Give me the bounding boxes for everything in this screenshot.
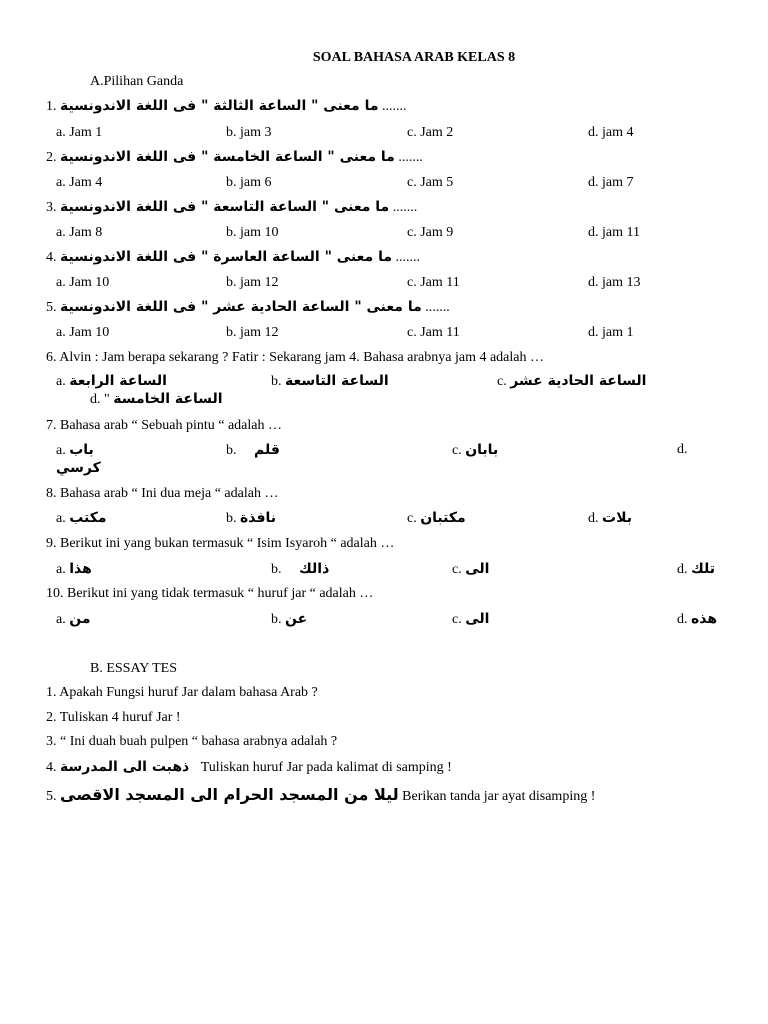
option-c	[452, 442, 498, 459]
option-a	[56, 442, 94, 459]
option-letter: c.	[452, 443, 462, 458]
essay-question-2: 2. Tuliskan 4 huruf Jar !	[46, 710, 181, 725]
question-number: 3.	[46, 200, 57, 215]
option-c	[497, 373, 646, 390]
option-a: a. Jam 4	[56, 175, 103, 190]
question-8: 8. Bahasa arab “ Ini dua meja “ adalah …	[46, 486, 279, 501]
option-d	[677, 561, 715, 578]
option-d	[677, 611, 717, 628]
option-arabic: الساعة التاسعة	[285, 373, 389, 389]
option-a: a. Jam 8	[56, 225, 103, 240]
option-arabic: قلم	[254, 442, 280, 458]
option-arabic: الى	[465, 561, 490, 577]
question-2	[46, 149, 423, 166]
option-d: d. jam 1	[588, 325, 634, 340]
option-arabic: نافذة	[240, 510, 277, 526]
option-d: d.	[677, 442, 688, 457]
question-1	[46, 98, 407, 115]
question-tail: .......	[398, 150, 423, 165]
option-b	[226, 510, 276, 527]
question-5	[46, 299, 450, 316]
question-10: 10. Berikut ini yang tidak termasuk “ huruf jar “ adalah …	[46, 586, 374, 601]
option-d: d. jam 13	[588, 275, 641, 290]
option-arabic: هذه	[691, 611, 718, 627]
question-number: 1.	[46, 99, 57, 114]
option-a	[56, 611, 91, 628]
section-b-heading: B. ESSAY TES	[90, 661, 178, 676]
question-instruction: Tuliskan huruf Jar pada kalimat di samping !	[200, 760, 452, 775]
question-6: 6. Alvin : Jam berapa sekarang ? Fatir : Sekarang jam 4. Bahasa arabnya jam 4 adalah …	[46, 350, 544, 365]
option-arabic: عن	[285, 611, 308, 627]
option-letter: c.	[497, 374, 507, 389]
option-a: a. Jam 1	[56, 125, 103, 140]
option-a: a. Jam 10	[56, 325, 110, 340]
option-d-arabic: كرسي	[56, 460, 101, 476]
option-letter: c.	[452, 612, 462, 627]
option-arabic: من	[69, 611, 91, 627]
question-number: 4.	[46, 760, 57, 775]
option-letter: d.	[588, 511, 599, 526]
option-c: c. Jam 2	[407, 125, 454, 140]
question-arabic: ما معنى " الساعة التاسعة " فى اللغة الاندونسية	[60, 199, 390, 215]
question-4	[46, 249, 420, 266]
question-arabic: ما معنى " الساعة الثالثة " فى اللغة الاندونسية	[60, 98, 379, 114]
option-arabic: مكتبان	[420, 510, 466, 526]
option-a	[56, 373, 167, 390]
option-b	[271, 561, 329, 578]
question-arabic: ذهبت الى المدرسة	[60, 759, 190, 775]
option-arabic: ذالك	[299, 561, 330, 577]
essay-question-1: 1. Apakah Fungsi huruf Jar dalam bahasa Arab ?	[46, 685, 318, 700]
option-letter: a.	[56, 511, 66, 526]
option-arabic: الى	[465, 611, 490, 627]
question-number: 5.	[46, 789, 57, 804]
option-letter: a.	[56, 562, 66, 577]
option-b	[271, 373, 389, 390]
option-c: c. Jam 11	[407, 275, 460, 290]
option-c	[452, 611, 489, 628]
option-c	[452, 561, 489, 578]
option-d	[90, 391, 223, 408]
option-c: c. Jam 5	[407, 175, 454, 190]
option-d: d. jam 4	[588, 125, 634, 140]
question-arabic: ما معنى " الساعة الحادية عشر " فى اللغة الاندونسية	[60, 299, 422, 315]
option-arabic: بلات	[602, 510, 632, 526]
option-b: b. jam 3	[226, 125, 272, 140]
question-tail: .......	[425, 300, 450, 315]
question-arabic: ما معنى " الساعة الخامسة " فى اللغة الاندونسية	[60, 149, 395, 165]
option-arabic: الساعة الخامسة	[113, 391, 223, 407]
question-number: 2.	[46, 150, 57, 165]
option-letter: a.	[56, 443, 66, 458]
option-arabic: هذا	[69, 561, 92, 577]
option-arabic: باب	[69, 442, 94, 458]
option-a	[56, 561, 92, 578]
option-letter: b.	[226, 511, 237, 526]
option-b: b. jam 12	[226, 275, 279, 290]
page-title: SOAL BAHASA ARAB KELAS 8	[312, 50, 516, 65]
option-a: a. Jam 10	[56, 275, 110, 290]
question-tail: .......	[392, 200, 418, 215]
question-number: 4.	[46, 250, 57, 265]
option-arabic: الساعة الرابعة	[69, 373, 167, 389]
option-d: d. jam 7	[588, 175, 634, 190]
option-letter: a.	[56, 612, 66, 627]
essay-question-5	[46, 785, 595, 805]
question-arabic: ما معنى " الساعة العاسرة " فى اللغة الاندونسية	[60, 249, 392, 265]
question-number: 5.	[46, 300, 57, 315]
option-b	[271, 611, 307, 628]
question-tail: .......	[395, 250, 420, 265]
option-b: b. jam 6	[226, 175, 272, 190]
question-9: 9. Berikut ini yang bukan termasuk “ Isim Isyaroh “ adalah …	[46, 536, 395, 551]
essay-question-3: 3. “ Ini duah buah pulpen “ bahasa arabnya adalah ?	[46, 734, 338, 749]
option-letter: c.	[407, 511, 417, 526]
option-arabic: بابان	[465, 442, 499, 458]
option-letter: c.	[452, 562, 462, 577]
option-d	[588, 510, 632, 527]
question-arabic: ليلا من المسجد الحرام الى المسجد الاقصى	[60, 785, 399, 804]
question-tail: .......	[382, 99, 407, 114]
question-instruction: Berikan tanda jar ayat disamping !	[402, 789, 596, 804]
option-c: c. Jam 11	[407, 325, 460, 340]
essay-question-4	[46, 759, 452, 776]
option-letter: b.	[271, 612, 282, 627]
question-3	[46, 199, 417, 216]
option-letter: b.	[271, 374, 282, 389]
option-b: b. jam 10	[226, 225, 279, 240]
option-arabic: الساعة الحادية عشر	[510, 373, 647, 389]
option-b: b. jam 12	[226, 325, 279, 340]
option-letter: d. "	[90, 392, 110, 407]
section-a-heading: A.Pilihan Ganda	[90, 74, 184, 89]
option-letter: d.	[677, 562, 688, 577]
option-arabic: تلك	[691, 561, 716, 577]
option-letter: b.	[271, 562, 282, 577]
option-letter: b.	[226, 443, 237, 458]
option-arabic: مكتب	[69, 510, 107, 526]
option-c	[407, 510, 466, 527]
option-b	[226, 442, 280, 459]
option-d: d. jam 11	[588, 225, 640, 240]
option-a	[56, 510, 107, 527]
option-c: c. Jam 9	[407, 225, 454, 240]
question-7: 7. Bahasa arab “ Sebuah pintu “ adalah …	[46, 418, 282, 433]
option-letter: a.	[56, 374, 66, 389]
option-letter: d.	[677, 612, 688, 627]
